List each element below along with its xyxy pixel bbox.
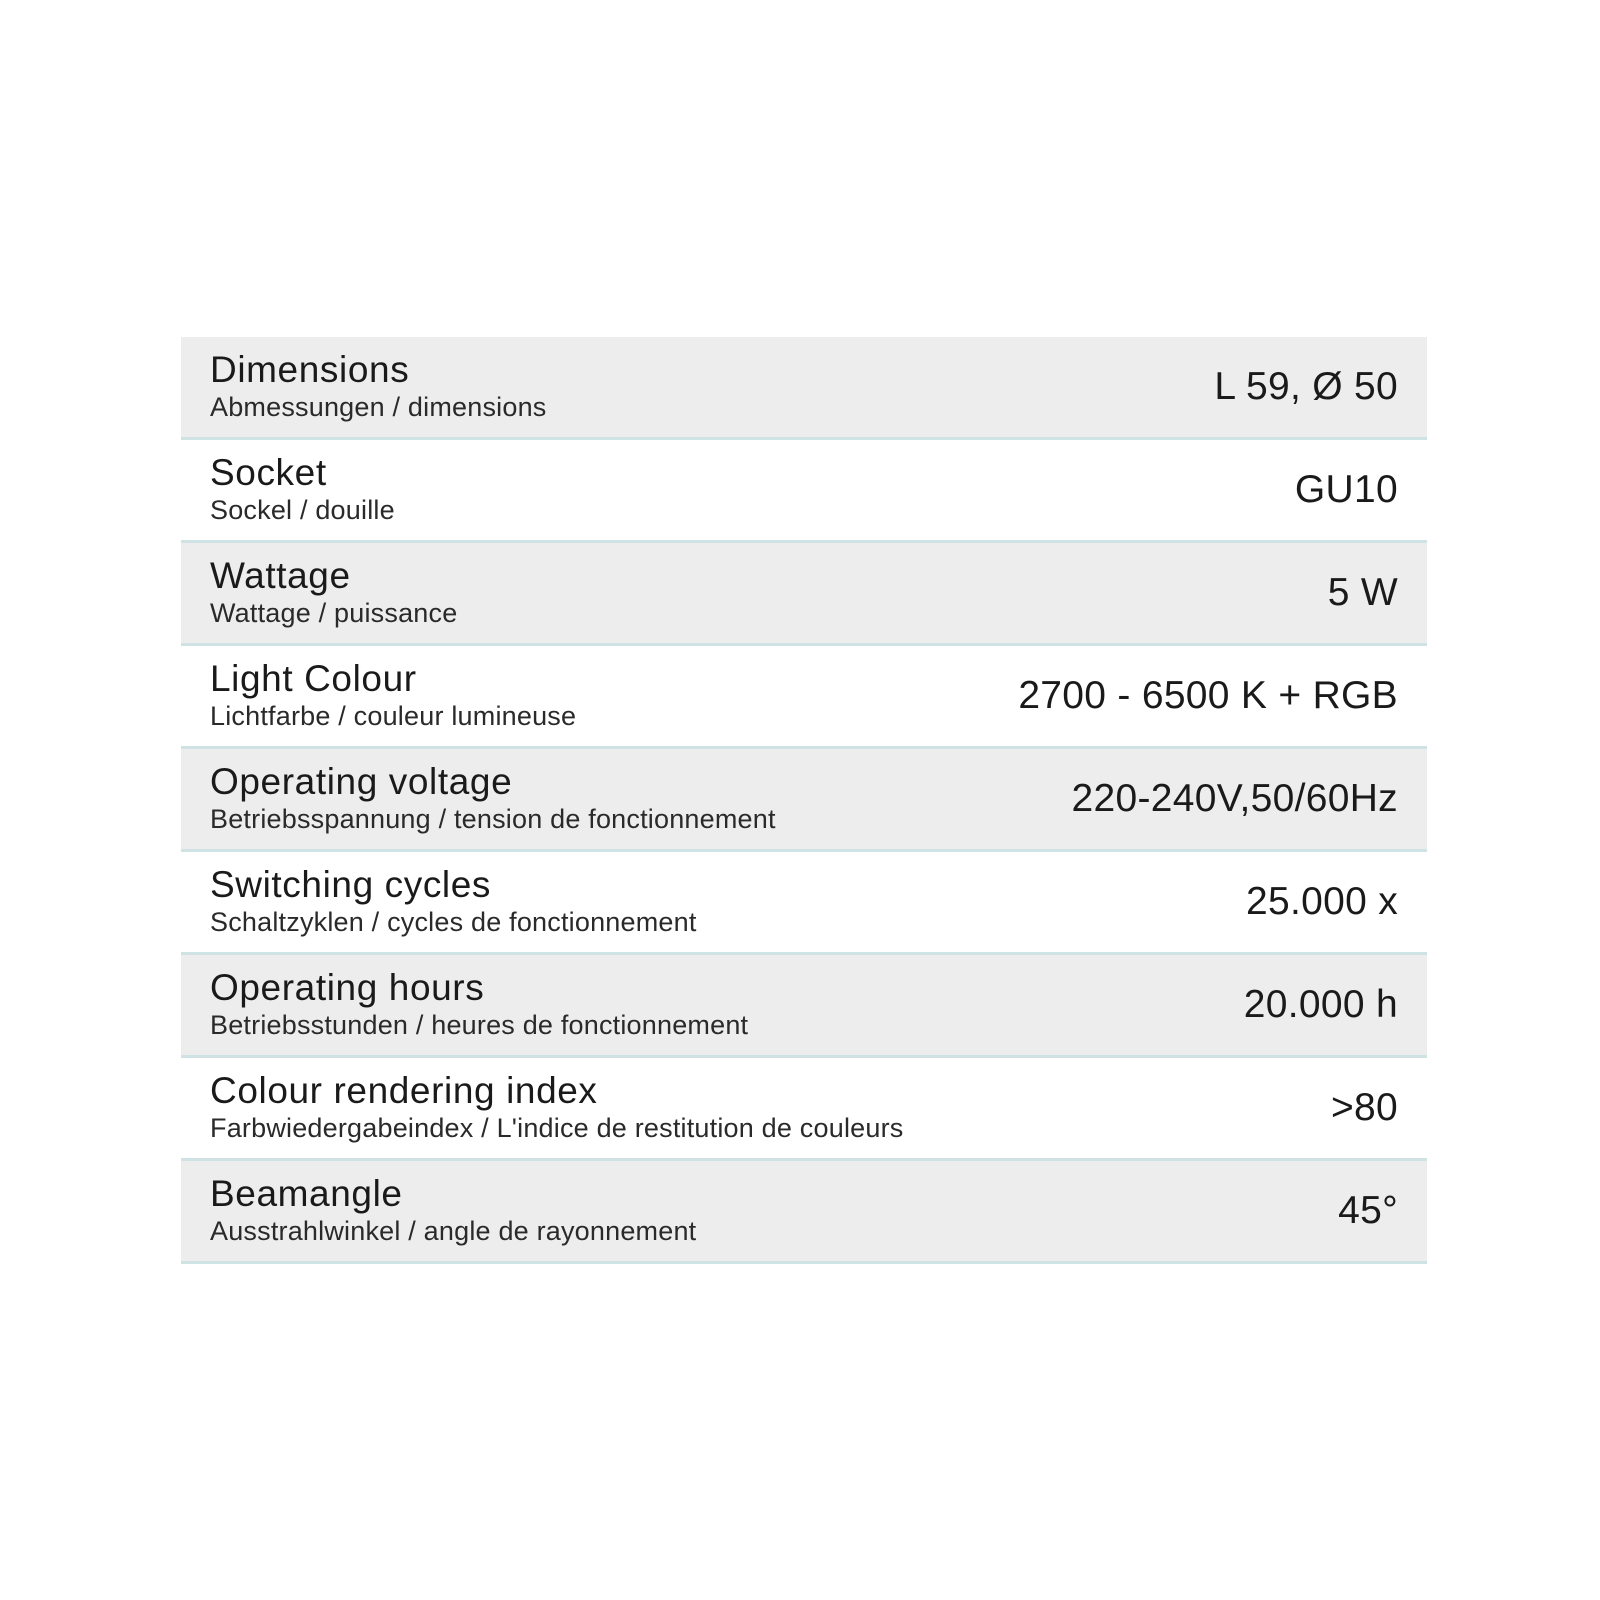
spec-labels	[210, 967, 748, 1041]
spec-sublabel: Schaltzyklen / cycles de fonctionnement	[210, 907, 697, 937]
spec-sublabel: Betriebsstunden / heures de fonctionnement	[210, 1010, 749, 1040]
spec-row-switching-cycles	[181, 852, 1427, 955]
spec-sublabel: Abmessungen / dimensions	[210, 392, 547, 422]
spec-label: Switching cycles	[210, 864, 492, 905]
spec-value: 20.000 h	[1243, 983, 1398, 1026]
spec-value: 220-240V,50/60Hz	[1071, 777, 1398, 820]
spec-value: >80	[1330, 1086, 1398, 1129]
spec-labels	[210, 349, 547, 423]
spec-row-colour-rendering-index	[181, 1058, 1427, 1161]
spec-row-operating-hours	[181, 955, 1427, 1058]
spec-row-wattage	[181, 543, 1427, 646]
spec-value: L 59, Ø 50	[1214, 365, 1398, 408]
spec-row-dimensions	[181, 337, 1427, 440]
spec-labels	[210, 864, 697, 938]
spec-label: Light Colour	[210, 658, 417, 699]
spec-row-beamangle	[181, 1161, 1427, 1264]
spec-row-operating-voltage	[181, 749, 1427, 852]
spec-value: 5 W	[1327, 571, 1398, 614]
spec-label: Colour rendering index	[210, 1070, 598, 1111]
spec-table	[181, 337, 1427, 1264]
spec-label: Beamangle	[210, 1173, 403, 1214]
spec-row-socket	[181, 440, 1427, 543]
spec-label: Dimensions	[210, 349, 410, 390]
spec-label: Operating hours	[210, 967, 485, 1008]
spec-label: Operating voltage	[210, 761, 513, 802]
spec-sublabel: Ausstrahlwinkel / angle de rayonnement	[210, 1216, 697, 1246]
spec-sublabel: Sockel / douille	[210, 495, 395, 525]
spec-labels	[210, 658, 576, 732]
spec-labels	[210, 1173, 696, 1247]
spec-labels	[210, 555, 457, 629]
spec-row-light-colour	[181, 646, 1427, 749]
spec-labels	[210, 452, 395, 526]
spec-labels	[210, 1070, 903, 1144]
spec-labels	[210, 761, 776, 835]
spec-sublabel: Lichtfarbe / couleur lumineuse	[210, 701, 577, 731]
spec-value: GU10	[1294, 468, 1398, 511]
spec-sublabel: Betriebsspannung / tension de fonctionnement	[210, 804, 776, 834]
spec-label: Wattage	[210, 555, 351, 596]
spec-label: Socket	[210, 452, 327, 493]
spec-value: 2700 - 6500 K + RGB	[1018, 674, 1398, 717]
spec-sublabel: Wattage / puissance	[210, 598, 458, 628]
spec-value: 45°	[1338, 1189, 1398, 1232]
spec-sublabel: Farbwiedergabeindex / L'indice de restitution de couleurs	[210, 1113, 904, 1143]
spec-value: 25.000 x	[1245, 880, 1398, 923]
